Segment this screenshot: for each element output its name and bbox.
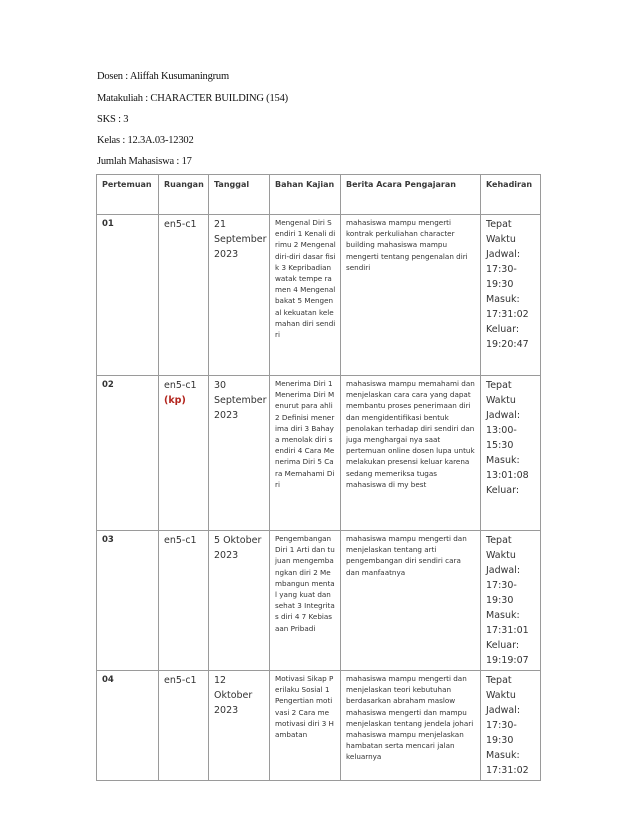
room-cell (159, 376, 209, 531)
class-line: Kelas : 12.3A.03-12302 (97, 135, 194, 146)
date-cell: 21 September 2023 (209, 215, 270, 376)
room-name: en5-c1 (164, 535, 197, 546)
col-header-teaching-notes: Berita Acara Pengajaran (341, 175, 481, 215)
col-header-material: Bahan Kajian (270, 175, 341, 215)
attendance-cell: Tepat Waktu Jadwal: 17:30-19:30 Masuk: 17:31:01 Keluar: 19:19:07 (481, 531, 541, 671)
table-row (97, 215, 541, 376)
col-header-date: Tanggal (209, 175, 270, 215)
material-cell: Motivasi Sikap Perilaku Sosial 1 Pengertian motivasi 2 Cara memotivasi diri 3 Hambatan (270, 671, 341, 781)
attendance-cell: Tepat Waktu Jadwal: 17:30-19:30 Masuk: 17:31:02 (481, 671, 541, 781)
meeting-number: 01 (97, 215, 159, 376)
meeting-number: 03 (97, 531, 159, 671)
attendance-table (96, 174, 541, 781)
meeting-number: 04 (97, 671, 159, 781)
table-header-row (97, 175, 541, 215)
table-row (97, 671, 541, 781)
attendance-cell: Tepat Waktu Jadwal: 17:30-19:30 Masuk: 17:31:02 Keluar: 19:20:47 (481, 215, 541, 376)
teaching-notes-cell: mahasiswa mampu mengerti dan menjelaskan tentang arti pengembangan diri sendiri cara dan manfaatnya (341, 531, 481, 671)
table-row (97, 531, 541, 671)
credits-line: SKS : 3 (97, 114, 129, 125)
date-cell: 5 Oktober 2023 (209, 531, 270, 671)
teaching-notes-cell: mahasiswa mampu mengerti kontrak perkuliahan character building mahasiswa mampu mengerti tentang pengenalan diri sendiri (341, 215, 481, 376)
teaching-notes-cell: mahasiswa mampu memahami dan menjelaskan cara cara yang dapat membantu proses penerimaan diri dan mengidentifikasi bentuk penolakan terhadap diri sendiri dan juga menghargai nya saat pertemuan online dosen lupa untuk melakukan presensi keluar karena sedang memeriksa tugas mahasiswa di my best (341, 376, 481, 531)
meeting-number: 02 (97, 376, 159, 531)
date-cell: 30 September 2023 (209, 376, 270, 531)
col-header-attendance: Kehadiran (481, 175, 541, 215)
room-name: en5-c1 (164, 380, 197, 391)
col-header-room: Ruangan (159, 175, 209, 215)
room-name: en5-c1 (164, 675, 197, 686)
room-cell (159, 531, 209, 671)
student-count-line: Jumlah Mahasiswa : 17 (97, 156, 192, 167)
teaching-notes-cell: mahasiswa mampu mengerti dan menjelaskan teori kebutuhan berdasarkan abraham maslow mahasiswa mengerti dan mampu menjelaskan tentang jendela johari mahasiswa mampu menjelaskan hambatan serta mencari jalan keluarnya (341, 671, 481, 781)
table-row (97, 376, 541, 531)
room-note-badge: (kp) (164, 395, 186, 406)
room-cell (159, 671, 209, 781)
attendance-cell: Tepat Waktu Jadwal: 13:00-15:30 Masuk: 13:01:08 Keluar: (481, 376, 541, 531)
course-line: Matakuliah : CHARACTER BUILDING (154) (97, 93, 288, 104)
lecturer-line: Dosen : Aliffah Kusumaningrum (97, 71, 229, 82)
col-header-meeting: Pertemuan (97, 175, 159, 215)
material-cell: Pengembangan Diri 1 Arti dan tujuan mengembangkan diri 2 Membangun mental yang kuat dan sehat 3 Integritas diri 4 7 Kebiasaan Pribadi (270, 531, 341, 671)
room-cell (159, 215, 209, 376)
material-cell: Menerima Diri 1 Menerima Diri Menurut para ahli 2 Definisi menerima diri 3 Bahaya menolak diri sendiri 4 Cara Menerima Diri 5 Cara Memahami Diri (270, 376, 341, 531)
material-cell: Mengenal Diri Sendiri 1 Kenali dirimu 2 Mengenal diri-diri dasar fisik 3 Kepribadian watak tempe ramen 4 Mengenal bakat 5 Mengenal kekuatan kelemahan diri sendiri (270, 215, 341, 376)
date-cell: 12 Oktober 2023 (209, 671, 270, 781)
room-name: en5-c1 (164, 219, 197, 230)
